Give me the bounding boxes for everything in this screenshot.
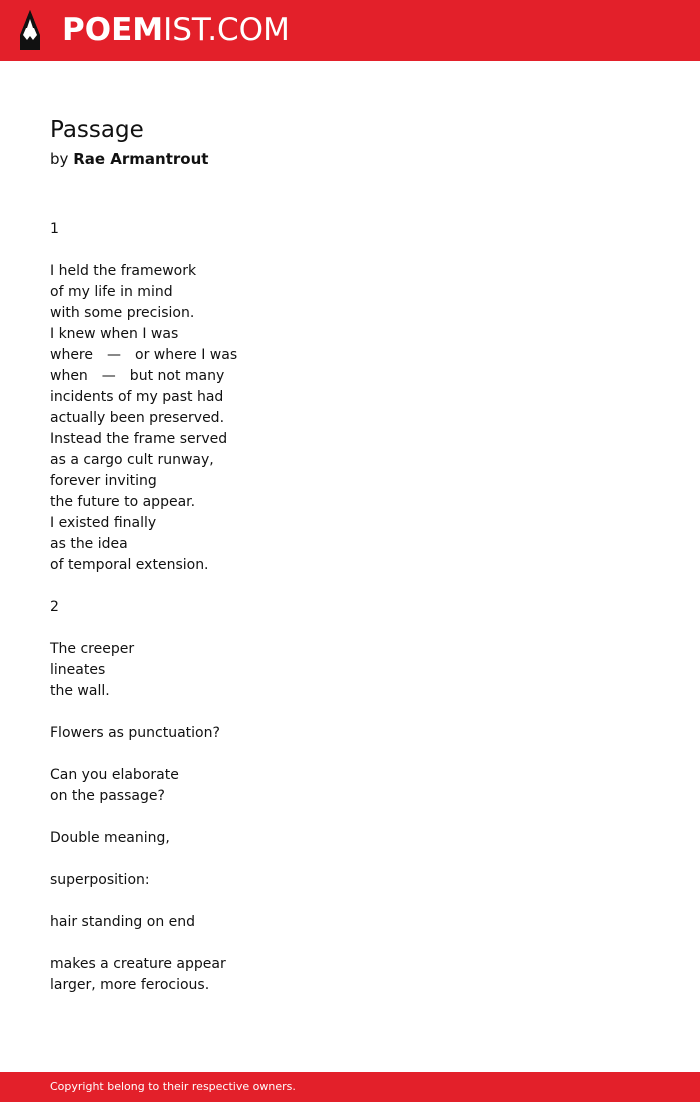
poem-line: of temporal extension. [50,557,209,573]
poem-line: larger, more ferocious. [50,977,210,993]
poem-line: forever inviting [50,473,157,489]
poem-line: lineates [50,662,106,678]
poem-line: I existed finally [50,515,157,531]
poem-line: superposition: [50,872,150,888]
poem-line: I held the framework [50,263,197,279]
author-name: Rae Armantrout [73,150,209,168]
copyright-text: Copyright belong to their respective owners. [50,1080,296,1093]
poem-line: hair standing on end [50,914,196,930]
poem-line: with some precision. [50,305,195,321]
section-number: 1 [50,221,59,237]
stanza-gap [50,891,237,912]
poem-line: incidents of my past had [50,389,224,405]
poem-line: The creeper [50,641,135,657]
poem-line: as the idea [50,536,128,552]
poem-title: Passage [50,117,144,143]
poem-line: Flowers as punctuation? [50,725,220,741]
pencil-tip-icon[interactable] [17,9,43,51]
stanza-gap [50,807,237,828]
stanza-gap [50,702,237,723]
poem-line: I knew when I was [50,326,179,342]
poem-line: when — but not many [50,368,225,384]
stanza-gap [50,933,237,954]
byline [50,148,208,170]
poem-line: Instead the frame served [50,431,228,447]
site-footer [0,1072,700,1102]
brand-bold: POEM [62,12,164,48]
brand-light: IST.COM [163,12,290,48]
site-logo-text[interactable] [62,12,290,48]
stanza-gap [50,744,237,765]
site-header [0,0,700,61]
poem-line: as a cargo cult runway, [50,452,214,468]
section-gap [50,576,237,597]
poem-line: makes a creature appear [50,956,226,972]
poem-line: Can you elaborate [50,767,179,783]
poem-line: on the passage? [50,788,165,804]
section-number: 2 [50,599,59,615]
poem-line: Double meaning, [50,830,170,846]
poem-line: the future to appear. [50,494,196,510]
poem-line: of my life in mind [50,284,173,300]
stanza-gap [50,849,237,870]
stanza-gap [50,618,237,639]
poem-line: actually been preserved. [50,410,225,426]
poem-line: where — or where I was [50,347,238,363]
stanza-gap [50,240,237,261]
poem-body [50,219,237,996]
by-label: by [50,150,69,168]
poem-line: the wall. [50,683,110,699]
